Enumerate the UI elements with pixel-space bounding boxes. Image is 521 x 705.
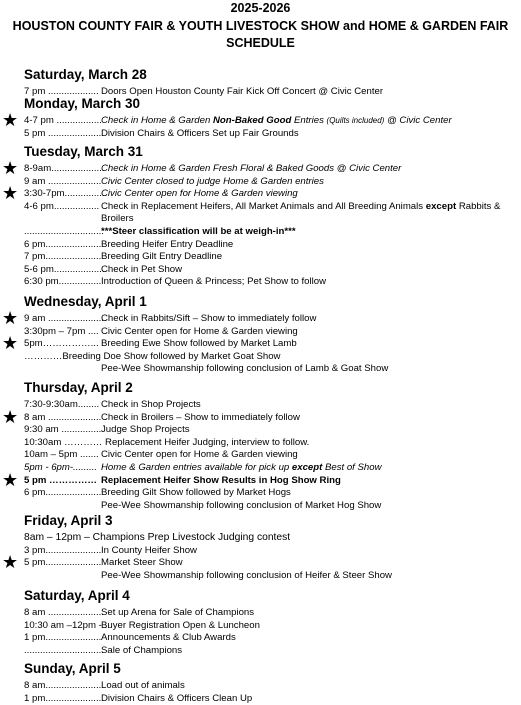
event-time: 6:30 pm................: [24, 276, 102, 288]
schedule-row: [0, 351, 521, 363]
event-time: 4-6 pm.................: [24, 200, 100, 212]
event-time: ..............................: [24, 226, 104, 237]
event-note: (Quilts included): [326, 116, 385, 125]
event-time: 3:30pm – 7pm ....: [24, 325, 99, 337]
event-time: 4-7 pm .................: [24, 115, 102, 126]
event-description: Civic Center open for Home & Garden viewing: [101, 325, 298, 337]
schedule-row: [0, 308, 521, 328]
event-description: Pee-Wee Showmanship following conclusion of Heifer & Steer Show: [101, 569, 392, 581]
event-description: Buyer Registration Open & Luncheon: [101, 619, 260, 631]
event-description: Breeding Gilt Entry Deadline: [101, 251, 223, 263]
event-description: Breeding Heifer Entry Deadline: [101, 238, 234, 250]
event-description: Breeding Gilt Show followed by Market Hogs: [101, 487, 291, 499]
day-heading: Wednesday, April 1: [24, 294, 147, 309]
event-text: Check in Replacement Heifers, All Market Animals and All Breeding Animals: [101, 200, 426, 212]
event-time: 9:30 am ...............: [24, 424, 102, 436]
schedule-row: [0, 333, 521, 354]
event-emphasis: Non-Baked Good: [212, 115, 292, 126]
star-icon: ★: [2, 308, 19, 328]
schedule-row: [0, 326, 521, 338]
schedule-row: [0, 226, 521, 238]
event-description: ***Steer classification will be at weigh-in***: [101, 226, 296, 237]
schedule-row: [0, 399, 521, 411]
star-icon: ★: [2, 333, 19, 354]
event-time: 9 am .....................: [24, 313, 104, 324]
event-time: 5 pm ……………: [24, 474, 98, 486]
schedule-row: [0, 176, 521, 188]
event-time: 7:30-9:30am........: [24, 399, 100, 410]
event-text: Entries: [291, 115, 327, 126]
event-time: 5pm……………...: [24, 338, 99, 350]
day-heading: Tuesday, March 31: [24, 144, 143, 159]
schedule-row: [0, 545, 521, 557]
schedule-row: [0, 251, 521, 263]
event-description: Replacement Heifer Show Results in Hog Show Ring: [101, 474, 341, 486]
event-time: …………Breeding Doe Show followed by Market Goat Show: [24, 350, 281, 362]
schedule-row: [0, 500, 521, 512]
event-description: Division Chairs & Officers Set up Fair Grounds: [101, 127, 299, 139]
event-time: 10am – 5pm .......: [24, 449, 99, 461]
event-text: Rabbits &: [456, 200, 501, 212]
schedule-row: [0, 158, 521, 178]
schedule-row: [0, 110, 521, 130]
event-description: Breeding Ewe Show followed by Market Lamb: [101, 338, 297, 350]
event-text: Check in Home & Garden: [101, 115, 213, 126]
star-icon: ★: [2, 183, 19, 204]
event-description: Check in Shop Projects: [101, 399, 201, 410]
schedule-row: [0, 424, 521, 436]
event-emphasis: except: [291, 462, 323, 473]
star-icon: ★: [2, 552, 19, 573]
schedule-row: [0, 183, 521, 204]
event-description: Check in Rabbits/Sift – Show to immediately follow: [101, 313, 317, 324]
schedule-row: [0, 213, 521, 225]
schedule-row: [0, 128, 521, 140]
schedule-row: [0, 693, 521, 705]
event-description: Sale of Champions: [101, 644, 183, 656]
event-time: 6 pm.....................: [24, 238, 102, 250]
event-description: Check in Broilers – Show to immediately follow: [101, 411, 300, 423]
event-description: Introduction of Queen & Princess; Pet Show to follow: [101, 276, 327, 288]
schedule-row: [0, 645, 521, 657]
event-time: 7 pm.....................: [24, 251, 102, 263]
schedule-row: [0, 570, 521, 582]
schedule-row: [0, 632, 521, 644]
event-time: 10:30 am –12pm - ..: [24, 619, 110, 631]
event-time: 8am – 12pm – Champions Prep Livestock Judging contest: [24, 532, 291, 543]
event-time: 1 pm.....................: [24, 692, 102, 704]
schedule-row: [0, 201, 521, 213]
day-heading: Friday, April 3: [24, 513, 113, 528]
star-icon: ★: [2, 469, 19, 490]
event-time: 9 am ....................: [24, 175, 102, 187]
event-time: 8 am.....................: [24, 680, 102, 691]
event-description: Civic Center closed to judge Home & Garden entries: [101, 175, 324, 187]
day-heading: Saturday, March 28: [24, 67, 147, 82]
event-time: 7 pm ...................: [24, 86, 99, 97]
star-icon: ★: [2, 110, 19, 130]
schedule-row: [0, 607, 521, 619]
event-emphasis: except: [425, 200, 457, 212]
event-time: 1 pm.....................: [24, 632, 102, 644]
schedule-row: [0, 437, 521, 449]
event-description: In County Heifer Show: [101, 544, 197, 556]
event-description: Division Chairs & Officers Clean Up: [101, 692, 253, 704]
event-description: Market Steer Show: [101, 557, 183, 569]
event-description: Load out of animals: [101, 680, 185, 691]
schedule-row: [0, 449, 521, 461]
day-heading: Sunday, April 5: [24, 661, 121, 676]
schedule-row: [0, 406, 521, 427]
schedule-row: [0, 363, 521, 375]
event-text: Best of Show: [322, 462, 382, 473]
schedule-row: [0, 239, 521, 251]
event-time: 6 pm.....................: [24, 487, 102, 499]
event-time: ..............................: [24, 644, 104, 656]
event-time: 8-9am....................: [24, 163, 105, 174]
schedule-row: [0, 487, 521, 499]
event-description: Broilers: [101, 213, 134, 225]
day-heading: Monday, March 30: [24, 96, 141, 111]
event-description: Judge Shop Projects: [101, 424, 190, 436]
event-description: Set up Arena for Sale of Champions: [101, 607, 255, 618]
event-text: @ Civic Center: [384, 115, 452, 126]
event-time: 3 pm.....................: [24, 544, 102, 556]
event-description: [101, 462, 382, 474]
event-time: 5 pm ....................: [24, 127, 102, 139]
event-description: Civic Center open for Home & Garden viewing: [101, 449, 298, 461]
event-description: Check in Pet Show: [101, 263, 183, 275]
event-description: Announcements & Club Awards: [101, 632, 236, 644]
event-time: 5 pm.....................: [24, 557, 102, 569]
star-icon: ★: [2, 158, 19, 178]
schedule-subtitle: SCHEDULE: [226, 36, 295, 50]
star-icon: ★: [2, 406, 19, 427]
event-time: 3:30-7pm................: [24, 188, 108, 200]
schedule-row: [0, 680, 521, 692]
event-description: Pee-Wee Showmanship following conclusion of Lamb & Goat Show: [101, 363, 389, 375]
event-time: 10:30am ………… Replacement Heifer Judging, interview to follow.: [24, 436, 310, 448]
schedule-title: HOUSTON COUNTY FAIR & YOUTH LIVESTOCK SHOW and HOME & GARDEN FAIR: [12, 19, 509, 33]
schedule-row: [0, 469, 521, 490]
day-heading: Saturday, April 4: [24, 588, 130, 603]
schedule-row: [0, 264, 521, 276]
event-time: 5-6 pm...................: [24, 263, 105, 275]
event-description: [101, 201, 500, 213]
schedule-row: [0, 462, 521, 474]
event-time: 8 am ....................: [24, 411, 102, 423]
event-time: 8 am .....................: [24, 607, 104, 618]
event-description: Pee-Wee Showmanship following conclusion of Market Hog Show: [101, 499, 382, 511]
event-description: Doors Open Houston County Fair Kick Off Concert @ Civic Center: [101, 86, 384, 97]
schedule-year: 2025-2026: [230, 1, 291, 15]
schedule-row: [0, 532, 521, 544]
event-description: Check in Home & Garden Fresh Floral & Baked Goods @ Civic Center: [101, 163, 402, 174]
event-time: 5pm - 6pm-.........: [24, 462, 98, 473]
event-description: Civic Center open for Home & Garden viewing: [101, 188, 298, 200]
schedule-row: [0, 552, 521, 573]
day-heading: Thursday, April 2: [24, 380, 133, 395]
event-text: Home & Garden entries available for pick up: [101, 462, 292, 473]
schedule-row: [0, 276, 521, 288]
event-description: [101, 115, 452, 127]
schedule-row: [0, 620, 521, 632]
